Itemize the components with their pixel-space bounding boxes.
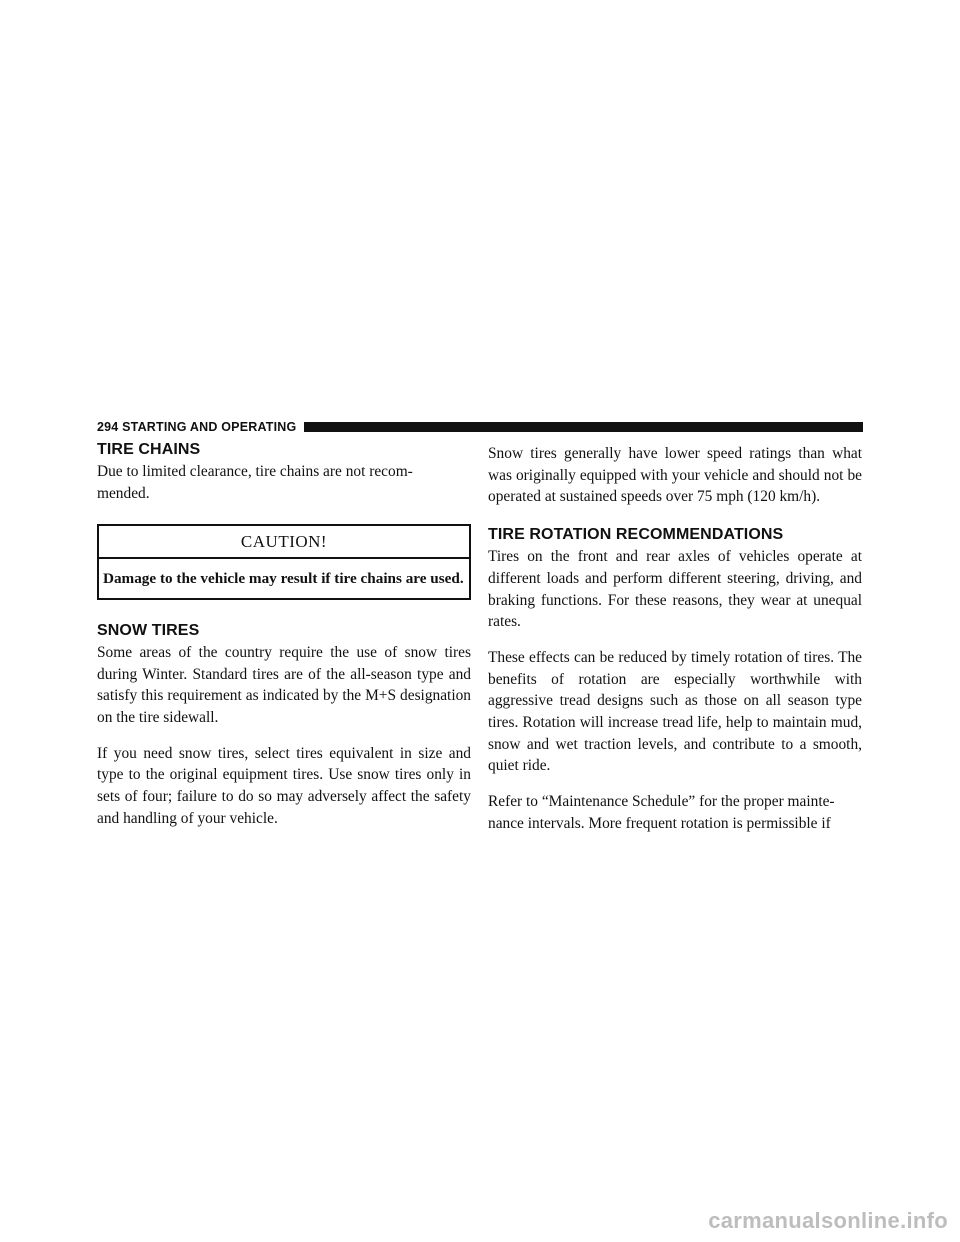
right-column <box>488 441 862 835</box>
caution-text: Damage to the vehicle may result if tire chains are used. <box>103 570 464 588</box>
tire-rotation-paragraph-1: Tires on the front and rear axles of vehicles operate at different loads and perform different steering, driving, and braking functions. For these reasons, they wear at unequal rates. <box>488 548 862 631</box>
tire-chains-text: Due to limited clearance, tire chains are not recom- mended. <box>97 463 413 502</box>
tire-chains-heading: TIRE CHAINS <box>97 441 201 458</box>
caution-title: CAUTION! <box>99 526 469 559</box>
watermark: carmanualsonline.info <box>708 1208 948 1233</box>
page-header <box>97 420 863 434</box>
tire-rotation-paragraph-3: Refer to “Maintenance Schedule” for the proper mainte- nance intervals. More frequent rotation is permissible if <box>488 793 835 832</box>
tire-rotation-paragraph-2: These effects can be reduced by timely rotation of tires. The benefits of rotation are especially worthwhile with aggressive tread designs such as those on all season type tires. Rotation will increase tread life, help to maintain mud, snow and wet traction levels, and contribute to a smooth, quiet ride. <box>488 648 862 775</box>
caution-box <box>97 524 471 600</box>
snow-tires-paragraph-1: Some areas of the country require the use of snow tires during Winter. Standard tires are of the all-season type and satisfy this requirement as indicated by the M+S designation on the tire sidewall. <box>97 643 471 727</box>
page-header-label: 294 STARTING AND OPERATING <box>97 420 297 434</box>
snow-tires-paragraph-2: If you need snow tires, select tires equivalent in size and type to the original equipment tires. Use snow tires only in sets of four; failure to do so may adversely affect the safety and handling of your vehicle. <box>97 744 471 827</box>
left-column <box>97 441 471 830</box>
snow-tires-speed-paragraph: Snow tires generally have lower speed ratings than what was originally equipped with your vehicle and should not be operated at sustained speeds over 75 mph (120 km/h). <box>488 445 862 506</box>
snow-tires-heading: SNOW TIRES <box>97 621 200 639</box>
tire-rotation-heading: TIRE ROTATION RECOMMENDATIONS <box>488 526 784 544</box>
header-rule <box>304 422 863 432</box>
